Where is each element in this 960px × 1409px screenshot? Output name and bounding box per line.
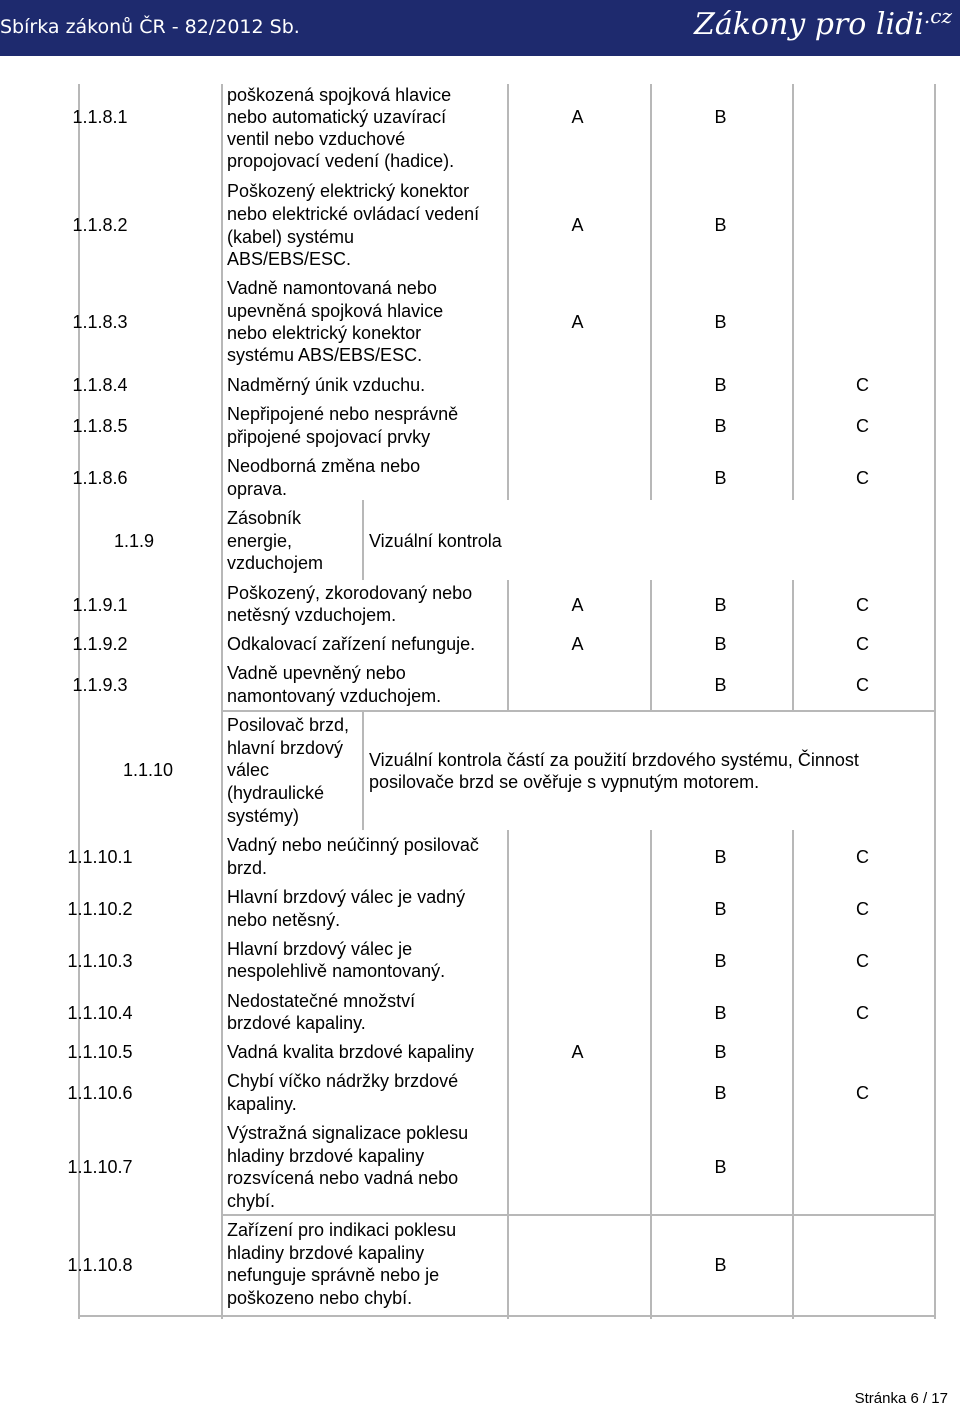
row-description-line: netěsný vzduchojem.: [227, 605, 397, 625]
row-description-line: hladiny brzdové kapaliny: [227, 1146, 425, 1166]
defect-category-a: A: [571, 215, 584, 235]
row-description-line: Zásobník: [227, 508, 302, 528]
row-description-line: oprava.: [227, 479, 288, 499]
row-description-line: (kabel) systému: [227, 227, 355, 247]
grid-line-v: [507, 580, 509, 710]
defect-category-c: C: [856, 595, 869, 615]
row-description-line: poškozená spojková hlavice: [227, 85, 452, 105]
grid-line-v: [78, 84, 80, 1319]
defect-category-c: C: [856, 468, 869, 488]
row-description-line: Hlavní brzdový válec je vadný: [227, 887, 466, 907]
logo-suffix: .cz: [923, 4, 952, 28]
row-description-line: energie,: [227, 531, 293, 551]
row-description-line: systémy): [227, 806, 299, 826]
defect-category-a: A: [571, 1042, 584, 1062]
inspection-method: Vizuální kontrola částí za použití brzdového systému, Činnost: [369, 750, 859, 770]
row-description-line: namontovaný vzduchojem.: [227, 686, 442, 706]
row-number: 1.1.9.3: [72, 675, 128, 695]
row-description-line: Vadně upevněný nebo: [227, 663, 406, 683]
grid-line-v: [650, 84, 652, 500]
grid-line-v: [507, 830, 509, 1319]
grid-line-h: [78, 1315, 936, 1317]
row-number: 1.1.10.3: [67, 951, 133, 971]
defect-category-c: C: [856, 375, 869, 395]
defect-category-a: A: [571, 107, 584, 127]
defect-category-c: C: [856, 1003, 869, 1023]
grid-line-h: [221, 1214, 936, 1216]
row-number: 1.1.8.6: [72, 468, 128, 488]
row-number: 1.1.9.2: [72, 634, 128, 654]
defect-category-c: C: [856, 416, 869, 436]
row-description-line: Vadná kvalita brzdové kapaliny: [227, 1042, 474, 1062]
row-number: 1.1.10.5: [67, 1042, 133, 1062]
row-description-line: nebo netěsný.: [227, 910, 341, 930]
row-description-line: Nepřipojené nebo nesprávně: [227, 404, 459, 424]
row-description-line: hlavní brzdový: [227, 738, 344, 758]
defect-category-b: B: [714, 1255, 727, 1275]
row-description-line: nebo elektrický konektor: [227, 323, 422, 343]
defect-category-c: C: [856, 899, 869, 919]
row-description-line: Poškozený, zkorodovaný nebo: [227, 583, 473, 603]
defect-category-b: B: [714, 1042, 727, 1062]
defect-category-a: A: [571, 634, 584, 654]
row-number: 1.1.9: [113, 531, 155, 551]
row-description-line: nefunguje správně nebo je: [227, 1265, 440, 1285]
defect-category-b: B: [714, 899, 727, 919]
row-description-line: Neodborná změna nebo: [227, 456, 421, 476]
grid-line-v: [650, 830, 652, 1319]
row-description-line: nebo automatický uzavírací: [227, 107, 447, 127]
defect-category-c: C: [856, 1083, 869, 1103]
row-number: 1.1.8.3: [72, 312, 128, 332]
grid-line-h: [221, 710, 936, 712]
row-description-line: Poškozený elektrický konektor: [227, 181, 470, 201]
row-number: 1.1.8.5: [72, 416, 128, 436]
defect-category-b: B: [714, 1003, 727, 1023]
row-description-line: propojovací vedení (hadice).: [227, 151, 455, 171]
defect-category-b: B: [714, 215, 727, 235]
row-description-line: nebo elektrické ovládací vedení: [227, 204, 480, 224]
grid-line-v: [362, 500, 364, 580]
row-description-line: upevněná spojková hlavice: [227, 301, 444, 321]
row-number: 1.1.10.8: [67, 1255, 133, 1275]
row-number: 1.1.8.1: [72, 107, 128, 127]
row-description-line: brzd.: [227, 858, 268, 878]
row-description-line: vzduchojem: [227, 553, 324, 573]
defect-category-c: C: [856, 675, 869, 695]
defect-category-b: B: [714, 595, 727, 615]
row-description-line: připojené spojovací prvky: [227, 427, 431, 447]
row-description-line: hladiny brzdové kapaliny: [227, 1243, 425, 1263]
row-description-line: rozsvícená nebo vadná nebo: [227, 1168, 459, 1188]
logo-text: Zákony pro lidi: [693, 7, 924, 42]
row-description-line: Posilovač brzd,: [227, 715, 350, 735]
row-description-line: chybí.: [227, 1191, 276, 1211]
row-number: 1.1.10.1: [67, 847, 133, 867]
grid-line-v: [792, 580, 794, 710]
row-description-line: systému ABS/EBS/ESC.: [227, 345, 423, 365]
row-number: 1.1.8.4: [72, 375, 128, 395]
defect-category-c: C: [856, 951, 869, 971]
defect-category-b: B: [714, 1157, 727, 1177]
defect-category-c: C: [856, 634, 869, 654]
grid-line-v: [792, 830, 794, 1319]
row-number: 1.1.10.2: [67, 899, 133, 919]
row-description-line: poškozeno nebo chybí.: [227, 1288, 413, 1308]
row-description-line: ABS/EBS/ESC.: [227, 249, 352, 269]
row-description-line: Chybí víčko nádržky brzdové: [227, 1071, 459, 1091]
grid-line-v: [934, 84, 936, 1319]
defect-category-b: B: [714, 847, 727, 867]
row-description-line: Nedostatečné množství: [227, 991, 416, 1011]
row-number: 1.1.10.7: [67, 1157, 133, 1177]
row-number: 1.1.9.1: [72, 595, 128, 615]
defect-category-b: B: [714, 675, 727, 695]
defect-category-b: B: [714, 951, 727, 971]
row-description-line: brzdové kapaliny.: [227, 1013, 366, 1033]
document-title: Sbírka zákonů ČR - 82/2012 Sb.: [0, 16, 300, 38]
row-description-line: Hlavní brzdový válec je: [227, 939, 413, 959]
grid-line-v: [221, 84, 223, 1319]
inspection-method: Vizuální kontrola: [369, 531, 502, 551]
row-description-line: Odkalovací zařízení nefunguje.: [227, 634, 476, 654]
site-logo[interactable]: [694, 4, 952, 42]
defect-category-b: B: [714, 416, 727, 436]
defect-category-b: B: [714, 107, 727, 127]
defect-category-a: A: [571, 312, 584, 332]
defect-category-c: C: [856, 847, 869, 867]
site-header: [0, 0, 960, 56]
row-description-line: Nadměrný únik vzduchu.: [227, 375, 426, 395]
grid-line-v: [792, 84, 794, 500]
row-description-line: kapaliny.: [227, 1094, 297, 1114]
grid-line-v: [507, 84, 509, 500]
defect-category-b: B: [714, 634, 727, 654]
row-description-line: Vadný nebo neúčinný posilovač: [227, 835, 479, 855]
row-description-line: Výstražná signalizace poklesu: [227, 1123, 469, 1143]
row-description-line: Zařízení pro indikaci poklesu: [227, 1220, 457, 1240]
row-number: 1.1.10: [122, 760, 174, 780]
row-description-line: (hydraulické: [227, 783, 325, 803]
grid-line-v: [650, 580, 652, 710]
row-number: 1.1.8.2: [72, 215, 128, 235]
defect-category-b: B: [714, 468, 727, 488]
row-description-line: nespolehlivě namontovaný.: [227, 961, 446, 981]
row-number: 1.1.10.4: [67, 1003, 133, 1023]
inspection-method: posilovače brzd se ověřuje s vypnutým motorem.: [369, 772, 760, 792]
defect-category-b: B: [714, 1083, 727, 1103]
page-number: Stránka 6 / 17: [854, 1390, 948, 1407]
defect-category-b: B: [714, 312, 727, 332]
grid-line-v: [362, 710, 364, 830]
row-description-line: válec: [227, 760, 270, 780]
defect-category-b: B: [714, 375, 727, 395]
row-number: 1.1.10.6: [67, 1083, 133, 1103]
row-description-line: ventil nebo vzduchové: [227, 129, 406, 149]
defect-category-a: A: [571, 595, 584, 615]
row-description-line: Vadně namontovaná nebo: [227, 278, 437, 298]
